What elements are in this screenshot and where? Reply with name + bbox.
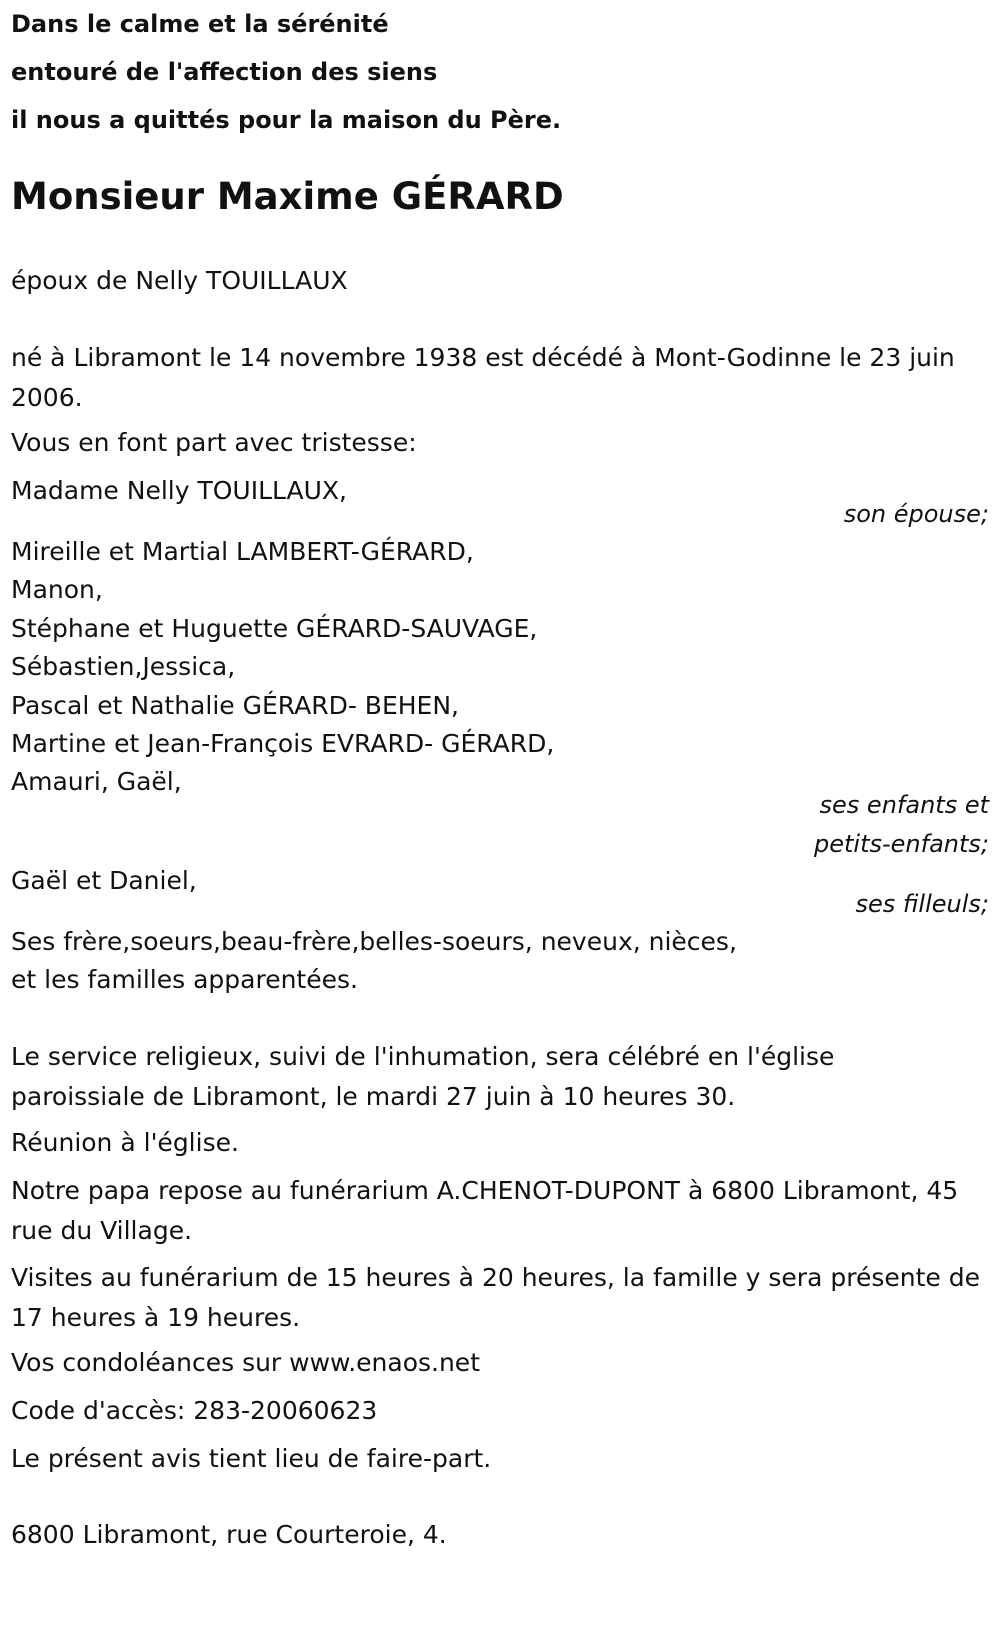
children-role-line-1: ses enfants et (819, 791, 989, 819)
child-line-5: Pascal et Nathalie GÉRARD- BEHEN, (11, 691, 459, 720)
funerarium-text: Notre papa repose au funérarium A.CHENOT-DUPONT à 6800 Libramont, 45 rue du Village. (11, 1176, 959, 1245)
children-role-line-2: petits-enfants; (814, 830, 989, 858)
child-line-6: Martine et Jean-François EVRARD- GÉRARD, (11, 729, 555, 758)
intro-line-2: entouré de l'affection des siens (11, 58, 438, 86)
notice-text: Le présent avis tient lieu de faire-part. (11, 1444, 492, 1473)
deceased-name: Monsieur Maxime GÉRARD (11, 175, 564, 218)
spouse-line: époux de Nelly TOUILLAUX (11, 266, 348, 295)
visits-text: Visites au funérarium de 15 heures à 20 heures, la famille y sera présente de 17 heures à 19 heures. (11, 1263, 980, 1332)
intro-line-1: Dans le calme et la sérénité (11, 10, 389, 38)
intro-line-3: il nous a quittés pour la maison du Père. (11, 106, 562, 134)
child-line-2: Manon, (11, 575, 103, 604)
godchildren-names: Gaël et Daniel, (11, 866, 197, 895)
service-text: Le service religieux, suivi de l'inhumation, sera célébré en l'église paroissiale de Libramont, le mardi 27 juin à 10 heures 30. (11, 1042, 835, 1111)
spouse-role: son épouse; (843, 500, 989, 528)
birth-death-text: né à Libramont le 14 novembre 1938 est décédé à Mont-Godinne le 23 juin 2006. (11, 343, 955, 412)
relatives-line-1: Ses frère,soeurs,beau-frère,belles-soeurs, neveux, nièces, (11, 927, 737, 956)
access-code-text: Code d'accès: 283-20060623 (11, 1396, 378, 1425)
child-line-3: Stéphane et Huguette GÉRARD-SAUVAGE, (11, 614, 538, 643)
child-line-1: Mireille et Martial LAMBERT-GÉRARD, (11, 537, 474, 566)
condolences-text: Vos condoléances sur www.enaos.net (11, 1348, 480, 1377)
announce-text: Vous en font part avec tristesse: (11, 428, 417, 457)
reunion-text: Réunion à l'église. (11, 1128, 239, 1157)
address-text: 6800 Libramont, rue Courteroie, 4. (11, 1520, 447, 1549)
godchildren-role: ses filleuls; (855, 890, 989, 918)
child-line-7: Amauri, Gaël, (11, 767, 182, 796)
child-line-4: Sébastien,Jessica, (11, 652, 236, 681)
relatives-line-2: et les familles apparentées. (11, 965, 358, 994)
spouse-name: Madame Nelly TOUILLAUX, (11, 476, 347, 505)
